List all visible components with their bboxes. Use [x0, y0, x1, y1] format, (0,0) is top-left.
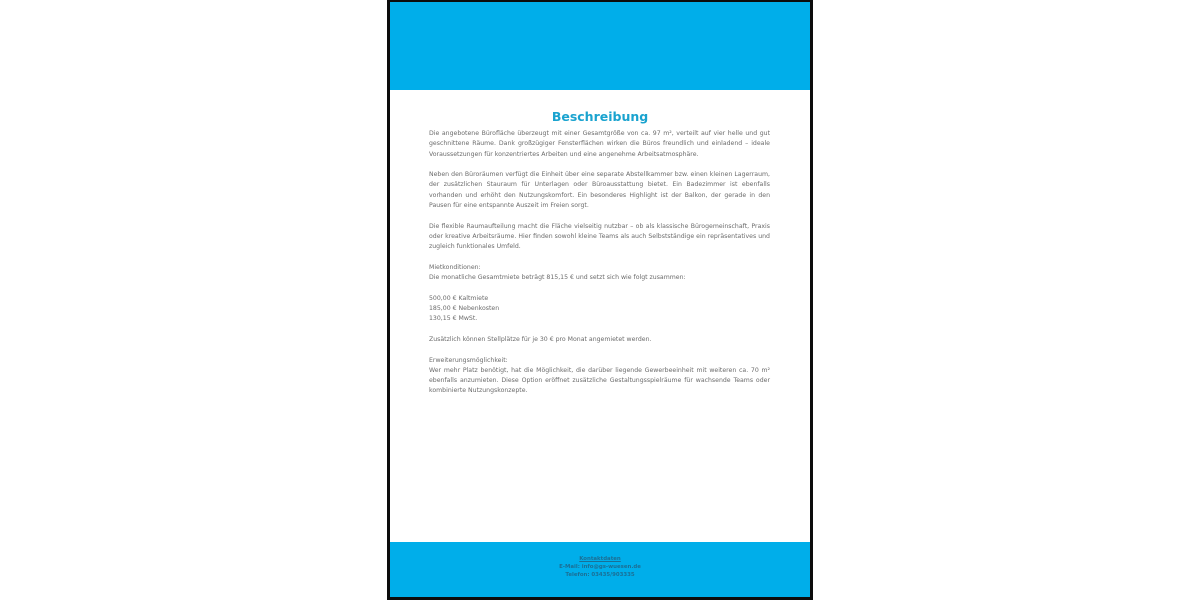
paragraph-rooms: Neben den Büroräumen verfügt die Einheit über eine separate Abstellkammer bzw. einen kleinen Lagerraum, der zusätzlichen Stauraum für Unterlagen oder Büroausstattung bietet. Ein Badezimmer ist ebenfalls vorhanden und erhöht den Nutzungskomfort. Ein besonderes Highlight ist der Balkon, der gerade in den Pausen für eine entspannte Auszeit im Freien sorgt. [429, 171, 770, 210]
rent-heading: Mietkonditionen: [429, 263, 481, 271]
page-title: Beschreibung [551, 109, 649, 124]
paragraph-usage: Die flexible Raumaufteilung macht die Fläche vielseitig nutzbar – ob als klassische Bürogemeinschaft, Praxis oder kreative Arbeitsräume. Hier finden sowohl kleine Teams als auch Selbstständige ein repräsentatives und zugleich funktionales Umfeld. [429, 222, 770, 251]
contact-email[interactable]: E-Mail: info@gs-wuesen.de [559, 564, 641, 570]
header-band [390, 2, 810, 90]
rent-item-mwst: 130,15 € MwSt. [429, 315, 478, 323]
contact-phone[interactable]: Telefon: 03435/903335 [565, 572, 635, 578]
expansion-section [429, 356, 770, 397]
document-page [390, 2, 810, 597]
rent-item-nebenkosten: 185,00 € Nebenkosten [429, 305, 500, 313]
expansion-heading: Erweiterungsmöglichkeit: [429, 356, 508, 364]
paragraph-intro: Die angebotene Bürofläche überzeugt mit einer Gesamtgröße von ca. 97 m², verteilt auf vier helle und gut geschnittene Räume. Dank großzügiger Fensterflächen wirken die Büros freundlich und einladend – ideale Voraussetzungen für konzentriertes Arbeiten und eine angenehme Arbeitsatmosphäre. [429, 130, 770, 158]
rent-items [429, 294, 770, 325]
expansion-text: Wer mehr Platz benötigt, hat die Möglichkeit, die darüber liegende Gewerbeeinheit mit weiteren ca. 70 m² ebenfalls anzumieten. Diese Option eröffnet zusätzliche Gestaltungsspielräume für wachsende Teams oder kombinierte Nutzungskonzepte. [429, 366, 770, 395]
description-body [429, 129, 770, 407]
rent-intro: Die monatliche Gesamtmiete beträgt 815,15 € und setzt sich wie folgt zusammen: [429, 274, 686, 282]
rent-section [429, 263, 770, 284]
contact-heading: Kontaktdaten [579, 556, 621, 562]
contact-footer [390, 555, 810, 579]
rent-item-kaltmiete: 500,00 € Kaltmiete [429, 294, 489, 302]
parking-note: Zusätzlich können Stellplätze für je 30 € pro Monat angemietet werden. [429, 335, 652, 343]
